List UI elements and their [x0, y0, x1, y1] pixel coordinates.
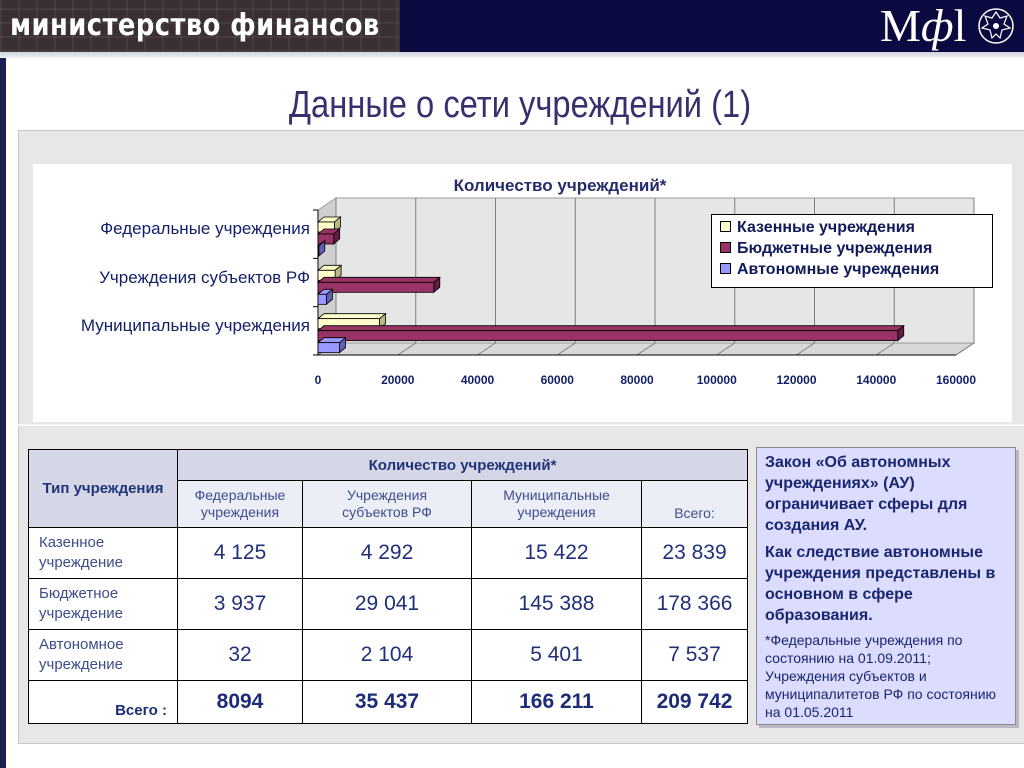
x-tick-label: 80000	[620, 373, 654, 387]
x-tick-label: 0	[314, 373, 322, 387]
row-label-avtonomnoe: Автономное учреждение	[29, 630, 178, 681]
logo-letter-l: l	[953, 0, 967, 51]
logo-letter-m: М	[880, 0, 921, 51]
bar-byudzhetnye-top	[318, 326, 904, 331]
legend-item-byudzhetnye	[720, 240, 932, 260]
chart-title: Количество учреждений*	[453, 176, 667, 195]
legend-label-avtonomnye: Автономные учреждения	[737, 261, 940, 278]
total-label: Всего :	[29, 681, 178, 724]
note-footnote: *Федеральные учреждения по состоянию на 01.09.2011; Учреждения субъектов и муниципалитетов РФ по состоянию на 01.05.2011	[765, 632, 997, 720]
table-total-row	[29, 681, 748, 724]
table-cell: 4 125	[178, 528, 303, 579]
col-header-total: Всего:	[642, 481, 748, 528]
total-cell: 35 437	[303, 681, 472, 724]
x-tick-label: 120000	[776, 373, 817, 387]
bar-avtonomnye	[318, 294, 326, 304]
note-law: Закон «Об автономных учреждениях» (АУ) ограничивает сферы для создания АУ.	[765, 454, 968, 534]
category-label: Муниципальные учреждения	[80, 315, 310, 335]
legend-item-kazennye	[720, 219, 915, 239]
bar-byudzhetnye	[318, 234, 334, 244]
total-cell: 8094	[178, 681, 303, 724]
table-cell: 32	[178, 630, 303, 681]
table-cell: 4 292	[303, 528, 472, 579]
type-header: Тип учреждения	[29, 450, 178, 528]
table-row	[29, 528, 748, 579]
table-cell: 29 041	[303, 579, 472, 630]
total-cell: 209 742	[642, 681, 748, 724]
table-cell: 15 422	[472, 528, 642, 579]
note-box	[756, 447, 1016, 725]
table-cell: 178 366	[642, 579, 748, 630]
col-header-subjects: Учреждения субъектов РФ	[303, 481, 472, 528]
slide-title: Данные о сети учреждений (1)	[288, 84, 752, 126]
x-tick-label: 140000	[856, 373, 897, 387]
table-cell: 145 388	[472, 579, 642, 630]
bar-avtonomnye	[318, 343, 340, 353]
total-cell: 166 211	[472, 681, 642, 724]
table-row	[29, 579, 748, 630]
legend-label-kazennye: Казенные учреждения	[737, 219, 915, 236]
ministry-name: министерство финансов	[10, 8, 380, 43]
x-tick-label: 100000	[696, 373, 737, 387]
chart-legend	[711, 214, 993, 288]
table-cell: 23 839	[642, 528, 748, 579]
row-label-kazennoe: Казенное учреждение	[29, 528, 178, 579]
category-label: Федеральные учреждения	[100, 219, 310, 239]
x-tick-label: 40000	[460, 373, 495, 387]
legend-swatch-byudzhetnye	[720, 242, 731, 253]
bar-kazennye-top	[318, 314, 385, 319]
table-cell: 3 937	[178, 579, 303, 630]
logo-letter-f: ф	[920, 0, 954, 51]
table-cell: 2 104	[303, 630, 472, 681]
legend-label-byudzhetnye: Бюджетные учреждения	[737, 240, 933, 257]
table-cell: 5 401	[472, 630, 642, 681]
category-label: Учреждения субъектов РФ	[99, 267, 310, 287]
col-header-federal: Федеральные учреждения	[178, 481, 303, 528]
legend-item-avtonomnye	[720, 261, 939, 281]
table-cell: 7 537	[642, 630, 748, 681]
note-consequence: Как следствие автономные учреждения представлены в основном в сфере образования.	[765, 544, 996, 624]
row-label-byudzhetnoe: Бюджетное учреждение	[29, 579, 178, 630]
bar-byudzhetnye-top	[318, 277, 440, 282]
count-header: Количество учреждений*	[178, 450, 748, 481]
table-row	[29, 630, 748, 681]
legend-swatch-kazennye	[720, 221, 731, 232]
x-tick-label: 60000	[540, 373, 574, 387]
institutions-table	[28, 449, 748, 724]
bar-avtonomnye	[318, 246, 319, 256]
col-header-municipal: Муниципальные учреждения	[472, 481, 642, 528]
bar-byudzhetnye	[318, 331, 898, 341]
legend-swatch-avtonomnye	[720, 263, 731, 274]
x-tick-label: 160000	[935, 373, 977, 387]
bar-byudzhetnye	[318, 282, 434, 292]
x-tick-label: 20000	[381, 373, 415, 387]
